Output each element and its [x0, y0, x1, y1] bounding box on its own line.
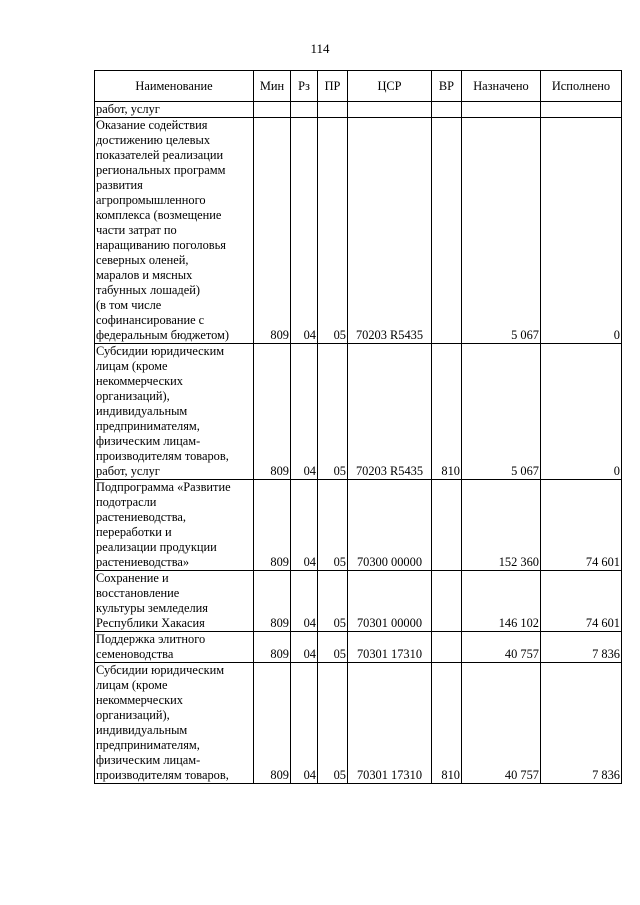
row-assigned: 5 067 — [462, 344, 541, 480]
page-number: 114 — [310, 41, 330, 56]
row-csr: 70301 17310 — [348, 632, 432, 663]
row-name: Оказание содействия достижению целевых показателей реализации региональных программ развития агропромышленного комплекса (возмещение части затрат по наращиванию поголовья северных оленей, маралов и мясных табунных лошадей) (в том числе софинансирование с федеральным бюджетом) — [95, 118, 254, 344]
row-vr: 810 — [432, 663, 462, 784]
row-executed: 74 601 — [541, 571, 622, 632]
row-assigned: 146 102 — [462, 571, 541, 632]
row-vr — [432, 102, 462, 118]
row-executed: 7 836 — [541, 663, 622, 784]
row-rz — [291, 102, 318, 118]
table-row — [95, 480, 622, 571]
row-rz: 04 — [291, 480, 318, 571]
row-vr — [432, 118, 462, 344]
row-pr: 05 — [318, 571, 348, 632]
row-name: Субсидии юридическим лицам (кроме некоммерческих организаций), индивидуальным предпринимателям, физическим лицам- производителям товаров, — [95, 663, 254, 784]
col-header-assigned: Назначено — [462, 71, 541, 102]
row-name: Субсидии юридическим лицам (кроме некоммерческих организаций), индивидуальным предпринимателям, физическим лицам- производителям товаров, работ, услуг — [95, 344, 254, 480]
row-csr: 70301 00000 — [348, 571, 432, 632]
row-csr — [348, 102, 432, 118]
row-vr — [432, 632, 462, 663]
row-rz: 04 — [291, 663, 318, 784]
row-pr — [318, 102, 348, 118]
col-header-min: Мин — [254, 71, 291, 102]
row-name: Поддержка элитного семеноводства — [95, 632, 254, 663]
row-name: Подпрограмма «Развитие подотрасли растениеводства, переработки и реализации продукции растениеводства» — [95, 480, 254, 571]
row-rz: 04 — [291, 571, 318, 632]
row-min: 809 — [254, 571, 291, 632]
row-min: 809 — [254, 663, 291, 784]
row-assigned — [462, 102, 541, 118]
col-header-vr: ВР — [432, 71, 462, 102]
table-row — [95, 571, 622, 632]
row-pr: 05 — [318, 480, 348, 571]
row-min — [254, 102, 291, 118]
table-row — [95, 632, 622, 663]
row-executed: 0 — [541, 118, 622, 344]
row-rz: 04 — [291, 344, 318, 480]
row-executed: 74 601 — [541, 480, 622, 571]
row-csr: 70203 R5435 — [348, 118, 432, 344]
row-min: 809 — [254, 480, 291, 571]
row-name: работ, услуг — [95, 102, 254, 118]
row-pr: 05 — [318, 118, 348, 344]
budget-table — [94, 70, 622, 784]
row-executed: 0 — [541, 344, 622, 480]
row-name: Сохранение и восстановление культуры земледелия Республики Хакасия — [95, 571, 254, 632]
table-row — [95, 102, 622, 118]
table-row — [95, 118, 622, 344]
row-vr — [432, 571, 462, 632]
row-pr: 05 — [318, 632, 348, 663]
col-header-pr: ПР — [318, 71, 348, 102]
row-pr: 05 — [318, 663, 348, 784]
row-min: 809 — [254, 632, 291, 663]
table-row — [95, 344, 622, 480]
row-assigned: 5 067 — [462, 118, 541, 344]
col-header-name: Наименование — [95, 71, 254, 102]
table-row — [95, 663, 622, 784]
col-header-rz: Рз — [291, 71, 318, 102]
row-csr: 70300 00000 — [348, 480, 432, 571]
row-pr: 05 — [318, 344, 348, 480]
row-vr: 810 — [432, 344, 462, 480]
row-executed: 7 836 — [541, 632, 622, 663]
row-csr: 70203 R5435 — [348, 344, 432, 480]
row-vr — [432, 480, 462, 571]
col-header-csr: ЦСР — [348, 71, 432, 102]
row-assigned: 40 757 — [462, 632, 541, 663]
row-csr: 70301 17310 — [348, 663, 432, 784]
col-header-executed: Исполнено — [541, 71, 622, 102]
row-rz: 04 — [291, 118, 318, 344]
row-assigned: 152 360 — [462, 480, 541, 571]
table-header-row — [95, 71, 622, 102]
row-assigned: 40 757 — [462, 663, 541, 784]
row-min: 809 — [254, 118, 291, 344]
row-min: 809 — [254, 344, 291, 480]
row-rz: 04 — [291, 632, 318, 663]
row-executed — [541, 102, 622, 118]
